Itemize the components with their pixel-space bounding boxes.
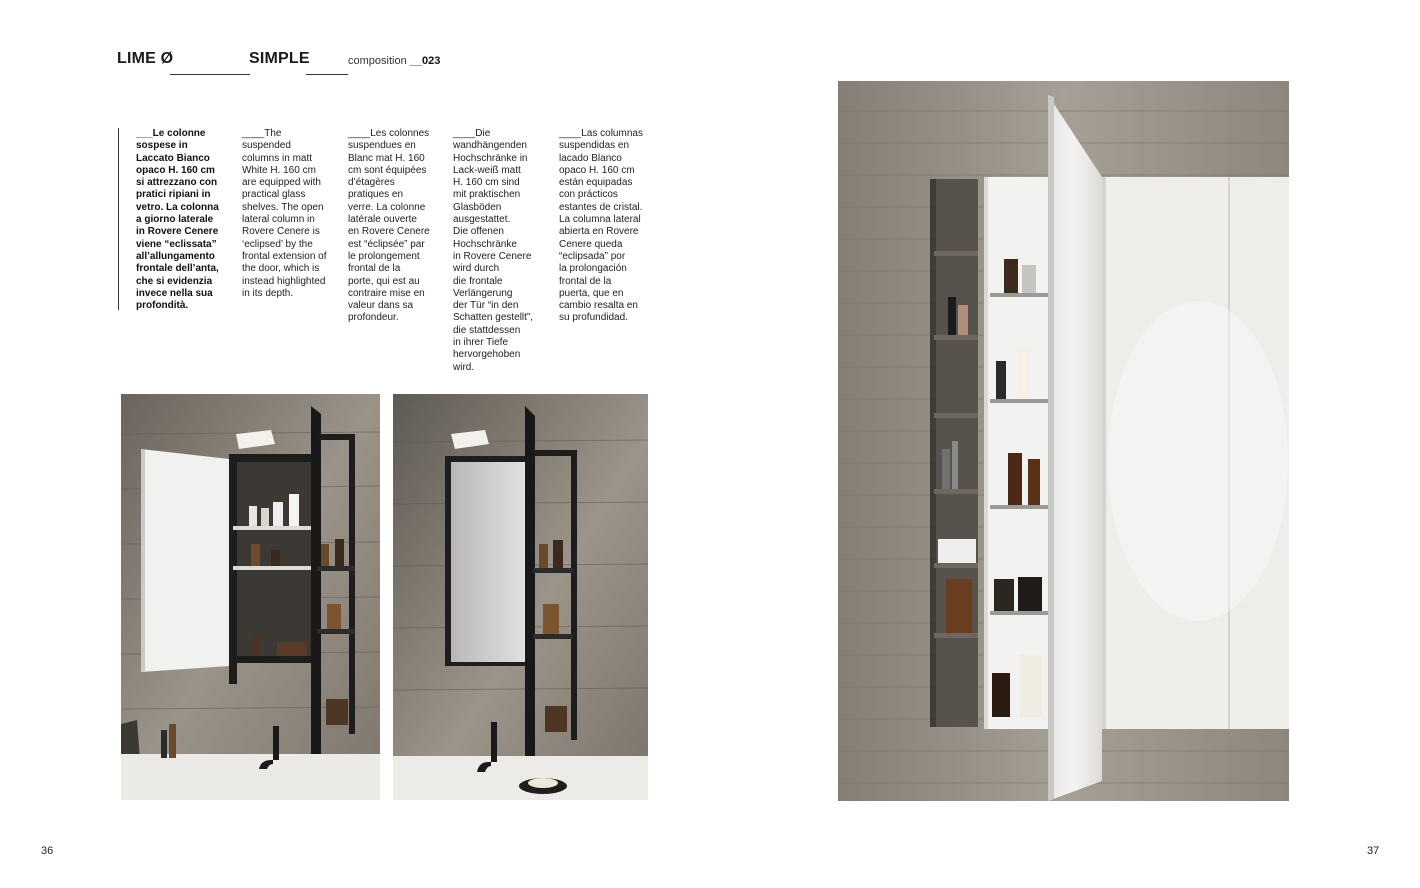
text-margin-bar (118, 128, 119, 310)
title-rule (170, 74, 250, 75)
composition-label (348, 55, 440, 67)
photo-open-cabinet (121, 394, 380, 800)
brand-title: LIME Ø (117, 50, 174, 67)
text-italian: ___Le colonne sospese in Laccato Bianco opaco H. 160 cm si attrezzano con pratici ripiani in vetro. La colonna a giorno laterale in Rovere Cenere viene “eclissata” all’allungamento frontale dell’anta, che si evidenzia invece nella sua profondità. (136, 128, 219, 312)
text-spanish: ____Las columnas suspendidas en lacado Blanco opaco H. 160 cm están equipadas con prácticos estantes de cristal. La columna lateral abierta en Rovere Cenere queda “eclipsada” por la prolongación frontal de la puerta, que en cambio resalta en su profundidad. (559, 128, 643, 324)
model-rule (306, 74, 348, 75)
photo-closed-cabinet (393, 394, 648, 800)
text-german: ____Die wandhängenden Hochschränke in Lack-weiß matt H. 160 cm sind mit praktischen Glasböden ausgestattet. Die offenen Hochschränke in Rovere Cenere wird durch die frontale Verlängerung der Tür “in den Schatten gestellt”, die stattdessen in ihrer Tiefe hervorgehoben wird. (453, 128, 534, 373)
photo-tall-column (838, 81, 1289, 801)
text-english: ____The suspended columns in matt White H. 160 cm are equipped with practical glass shelves. The open lateral column in Rovere Cenere is ‘eclipsed’ by the frontal extension of the door, which is instead highlighted in its depth. (242, 128, 327, 299)
page-number-left: 36 (41, 845, 54, 857)
composition-number: __023 (409, 55, 441, 67)
page-number-right: 37 (1367, 845, 1380, 857)
composition-text: composition (348, 55, 407, 67)
text-french: ____Les colonnes suspendues en Blanc mat H. 160 cm sont équipées d’étagères pratiques en verre. La colonne latérale ouverte en Rovere Cenere est “éclipsée” par le prolongement frontal de la porte, qui est au contraire mise en valeur dans sa profondeur. (348, 128, 430, 324)
model-title: SIMPLE (249, 50, 310, 67)
